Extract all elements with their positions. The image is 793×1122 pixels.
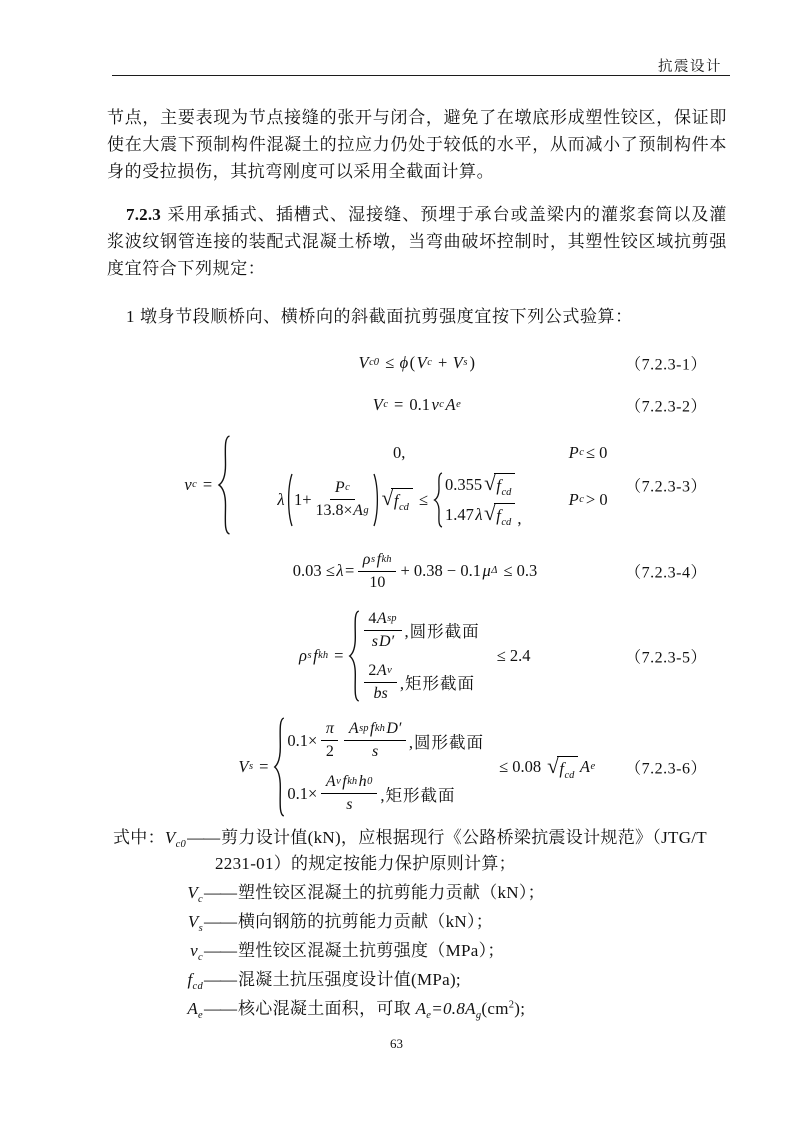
- bound-row: [444, 503, 516, 526]
- math-op: ≤: [418, 489, 428, 509]
- equation-7-2-3-5: [107, 604, 727, 708]
- math-op: ≤ 2.4: [496, 646, 531, 665]
- radical-sign: √: [381, 486, 394, 510]
- math-var: A: [579, 757, 590, 776]
- radical: [547, 753, 578, 781]
- clause-number: 7.2.3: [126, 205, 161, 224]
- equation-number: （7.2.3-3）: [625, 478, 707, 496]
- bound-row: [444, 473, 516, 496]
- math-sub: cd: [501, 517, 512, 528]
- case-label: ,矩形截面: [399, 674, 475, 693]
- case-row: [361, 609, 479, 652]
- math-var: V: [372, 395, 383, 414]
- math-var: f: [342, 773, 347, 790]
- math-num: 0.1×: [287, 730, 318, 750]
- denominator: [346, 794, 353, 815]
- fraction: [364, 661, 396, 704]
- definition-dash: ——: [204, 940, 236, 960]
- case-row: [361, 661, 479, 704]
- fraction: [321, 772, 377, 815]
- denominator: [371, 631, 394, 652]
- symbol: [177, 967, 203, 993]
- math-var: λ: [475, 504, 483, 524]
- math-var: f: [393, 491, 399, 510]
- numerator: 2 A v: [364, 661, 396, 683]
- case-label: ,圆形截面: [408, 732, 485, 752]
- math-var: ϕ: [399, 353, 409, 372]
- formula: V c = 0.1 v c A e: [372, 395, 461, 414]
- math-var: P: [568, 442, 579, 462]
- symbol: [177, 938, 203, 964]
- math-var: μ: [482, 561, 491, 580]
- numerator: P c: [330, 478, 354, 500]
- equation-7-2-3-2: [107, 389, 727, 421]
- math-op: ≤: [385, 353, 395, 372]
- math-sub: c0: [175, 839, 187, 850]
- left-brace: [273, 717, 285, 817]
- symbol: [177, 996, 203, 1022]
- radicand: [494, 503, 516, 526]
- paragraph-list-item-1: 1 墩身节段顺桥向、横桥向的斜截面抗剪强度宜按下列公式验算：: [126, 307, 633, 326]
- math-sub: e: [426, 1009, 432, 1021]
- math-var: ρ: [362, 550, 371, 568]
- math-op: > 0: [585, 489, 608, 509]
- math-var: s: [346, 796, 353, 813]
- math-op: 0.03 ≤: [292, 561, 335, 580]
- case-row: [234, 472, 650, 528]
- page-number: 63: [390, 1036, 403, 1051]
- case-condition: P c > 0: [568, 489, 608, 509]
- definition-ae: [107, 996, 731, 1022]
- math-sub: cd: [564, 769, 575, 781]
- math-var: D′: [379, 632, 395, 650]
- math-var: s: [371, 743, 379, 760]
- left-paren: [285, 473, 293, 527]
- radical-sign: √: [547, 753, 559, 778]
- math-var: P: [334, 479, 345, 496]
- math-op: =0.8: [431, 998, 466, 1018]
- math-sub: s: [198, 922, 203, 934]
- math-var: π: [325, 720, 334, 737]
- math-num: 0,: [392, 442, 406, 462]
- definition-dash: ——: [204, 998, 236, 1018]
- math-var: A: [353, 502, 363, 519]
- definition-text: 混凝土抗压强度设计值(MPa);: [238, 969, 461, 989]
- math-sub: c: [198, 951, 203, 963]
- math-var: f: [496, 476, 501, 495]
- numerator: A sp f kh D′: [344, 719, 406, 741]
- math-var: f: [496, 506, 501, 525]
- unit-exponent: 2: [508, 998, 515, 1010]
- math-sub: c: [198, 893, 203, 905]
- case-list: [286, 719, 484, 815]
- math-var: A: [415, 998, 427, 1018]
- math-var: f: [313, 646, 318, 665]
- math-op: ≤ 0.3: [503, 561, 538, 580]
- definition-dash: ——: [204, 911, 236, 931]
- math-var: ρ: [299, 646, 307, 665]
- math-op: =: [394, 395, 404, 414]
- math-op: =: [202, 475, 213, 494]
- math-var: f: [369, 720, 375, 737]
- math-var: V: [416, 353, 427, 372]
- math-var: V: [187, 882, 199, 902]
- running-header-title: 抗震设计: [658, 59, 722, 75]
- radicand: [557, 756, 579, 779]
- header-rule: [112, 75, 730, 76]
- equation-number: （7.2.3-4）: [625, 564, 707, 582]
- case-row: [286, 719, 484, 762]
- math-num: 1.47: [444, 504, 474, 524]
- definitions-lead: 式中：: [113, 828, 165, 847]
- symbol: [177, 909, 203, 935]
- math-var: v: [184, 475, 192, 494]
- fraction: [344, 719, 406, 762]
- unit-close: );: [514, 998, 526, 1018]
- equation-number: （7.2.3-1）: [625, 356, 707, 374]
- definition-dash: ——: [204, 969, 236, 989]
- math-var: A: [376, 609, 387, 627]
- case-list: [234, 443, 650, 528]
- definition-dash: ——: [204, 882, 236, 902]
- math-var: A: [445, 395, 456, 414]
- definition-text: 核心混凝土面积，可取: [238, 998, 416, 1018]
- denominator: 10: [369, 573, 386, 591]
- denominator: 2: [325, 743, 334, 760]
- math-num: 4: [368, 609, 377, 627]
- math-sub: cd: [192, 980, 203, 992]
- denominator: [373, 683, 388, 704]
- math-var: A: [187, 998, 199, 1018]
- math-var: V: [452, 353, 463, 372]
- fraction: [364, 609, 401, 652]
- radical: [382, 488, 413, 511]
- math-op: =: [334, 646, 344, 665]
- definition-text: 塑性铰区混凝土的抗剪能力贡献（kN）；: [238, 882, 545, 902]
- case-value: [234, 472, 564, 528]
- case-list: [361, 609, 479, 704]
- radical: [484, 503, 515, 526]
- fraction: [358, 550, 396, 593]
- equation-number: （7.2.3-6）: [625, 760, 707, 778]
- definition-vc: [107, 880, 731, 906]
- definition-text: 横向钢筋的抗剪能力贡献（kN）；: [238, 911, 494, 931]
- numerator: A v f kh h 0: [321, 772, 377, 794]
- case-condition: P c ≤ 0: [568, 442, 608, 462]
- formula: V s = 0.1× $\frac{\pi}{2}$ A sp f kh D′ s ,圆形截面 0.1× A v f kh h 0 s ,矩形截面 ≤ 0.08 √ $f_{cd}$ A e: [238, 717, 596, 817]
- math-num: 13.8×: [315, 502, 353, 519]
- math-num: 2: [368, 661, 377, 679]
- definition-nu-c: [107, 938, 731, 964]
- math-var: λ: [336, 561, 344, 580]
- equation-number: （7.2.3-2）: [625, 398, 707, 416]
- math-var: f: [376, 550, 382, 568]
- case-label: ,圆形截面: [404, 622, 480, 641]
- math-var: bs: [373, 684, 388, 702]
- math-var: v: [431, 395, 439, 414]
- equation-7-2-3-6: [107, 714, 727, 820]
- paragraph-continuation: 节点，主要表现为节点接缝的张开与闭合，避免了在墩底形成塑性铰区，保证即使在大震下预制构件混凝土的拉应力仍处于较低的水平，从而减小了预制构件本身的受拉损伤，其抗弯刚度可以采用全截面计算。: [107, 108, 727, 181]
- numerator: 4 A sp: [364, 609, 401, 631]
- case-label: ,矩形截面: [380, 785, 456, 805]
- math-var: h: [358, 773, 367, 790]
- right-paren: [373, 473, 381, 527]
- fraction: [316, 478, 370, 521]
- case-row: [234, 443, 650, 463]
- math-num: 1+: [293, 489, 312, 509]
- math-op: =: [259, 757, 269, 776]
- left-brace: [433, 472, 443, 528]
- equation-7-2-3-3: [107, 430, 727, 540]
- math-sub: e: [198, 1009, 203, 1021]
- symbol-definitions: [107, 825, 731, 1025]
- formula: ρ s f kh = 4 A sp s D′ ,圆形截面 2 A v bs ,矩形截面 ≤ 2.4: [299, 609, 536, 704]
- math-op: ≤ 0: [585, 442, 608, 462]
- math-num: 0.355: [444, 474, 483, 494]
- math-comma: ,: [517, 509, 522, 528]
- definition-vc0: [107, 825, 731, 876]
- equation-number: （7.2.3-5）: [625, 649, 707, 667]
- unit-text: (cm: [481, 998, 509, 1018]
- formula: V c0 ≤ ϕ ( V c + V s ): [358, 353, 475, 372]
- definition-dash: ——: [187, 828, 220, 847]
- math-var: v: [190, 940, 199, 960]
- math-var: A: [465, 998, 476, 1018]
- equation-7-2-3-1: [107, 347, 727, 379]
- formula: v c = 0, P c ≤ 0 λ 1+ P c 13.8× A g √ $f_{cd}$ ≤ 0.355 √ $f_{cd}$ 1.47 λ √ $f_{cd}$ , P c > 0: [184, 435, 650, 535]
- math-var: A: [325, 773, 336, 790]
- math-var: V: [358, 353, 369, 372]
- formula: 0.03 ≤ λ = ρ s f kh 10 + 0.38 − 0.1 μ Δ ≤ 0.3: [292, 550, 542, 593]
- left-brace: [217, 435, 231, 535]
- radicand: [391, 488, 413, 511]
- math-num: 0.1×: [287, 783, 318, 803]
- math-op: + 0.38 − 0.1: [400, 561, 481, 580]
- math-op: =: [344, 561, 355, 580]
- math-paren: ): [469, 353, 475, 372]
- radical: [484, 473, 515, 496]
- math-op: ≤ 0.08: [499, 757, 542, 776]
- case-row: [286, 772, 484, 815]
- radical-sign: √: [484, 471, 496, 495]
- math-var: λ: [277, 489, 285, 509]
- math-var: A: [348, 720, 359, 737]
- math-sub: cd: [501, 487, 512, 498]
- symbol: [177, 880, 203, 906]
- numerator: [321, 719, 338, 741]
- math-var: f: [559, 758, 564, 778]
- math-var: f: [187, 969, 193, 989]
- math-var: P: [568, 489, 579, 509]
- math-sub: cd: [398, 502, 409, 513]
- definition-vs: [107, 909, 731, 935]
- fraction: [321, 719, 338, 762]
- math-var: V: [238, 757, 249, 776]
- left-brace: [348, 610, 360, 702]
- math-var: V: [164, 828, 176, 847]
- math-paren: (: [409, 353, 416, 372]
- math-sub: g: [475, 1009, 482, 1021]
- definition-fcd: [107, 967, 731, 993]
- radical-sign: √: [483, 501, 496, 525]
- numerator: ρ s f kh: [358, 550, 396, 572]
- math-var: D′: [386, 720, 402, 737]
- denominator: 13.8× A g: [315, 502, 369, 519]
- paragraph-clause-7-2-3: [107, 201, 727, 282]
- math-num: 0.1: [409, 395, 430, 414]
- bound-stack: [444, 473, 516, 526]
- definition-text: 剪力设计值(kN)，应根据现行《公路桥梁抗震设计规范》（JTG/T 2231-01）的规定按能力保护原则计算；: [215, 828, 707, 873]
- math-var: s: [371, 632, 379, 650]
- math-var: A: [376, 661, 387, 679]
- equation-7-2-3-4: [107, 545, 727, 597]
- denominator: [371, 741, 378, 762]
- radicand: [494, 473, 516, 496]
- math-op: +: [437, 353, 448, 372]
- clause-text: 采用承插式、插槽式、湿接缝、预埋于承台或盖梁内的灌浆套筒以及灌浆波纹钢管连接的装配式混凝土桥墩，当弯曲破坏控制时，其塑性铰区域抗剪强度宜符合下列规定：: [107, 205, 727, 278]
- case-value: [234, 443, 564, 463]
- math-var: V: [187, 911, 199, 931]
- definition-text: 塑性铰区混凝土抗剪强度（MPa）；: [238, 940, 505, 960]
